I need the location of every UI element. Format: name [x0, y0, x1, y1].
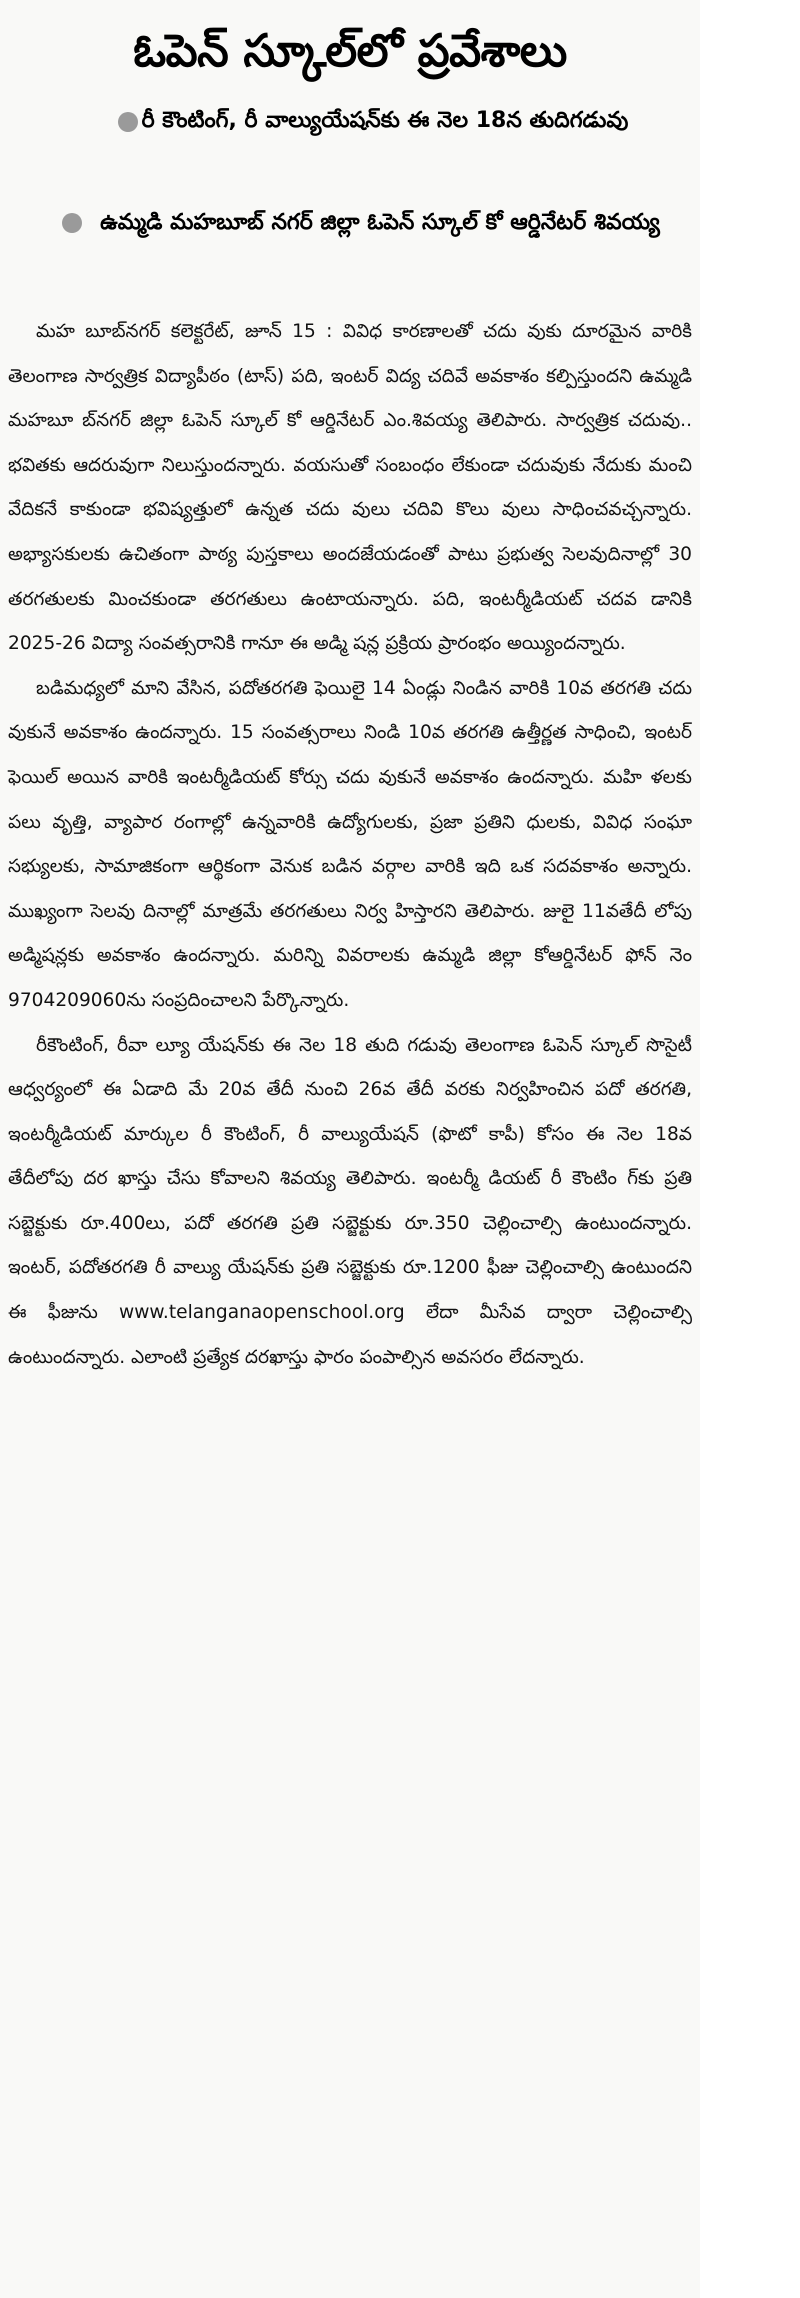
subheadline-text: రీ కౌంటింగ్, రీ వాల్యుయేషన్‌కు ఈ నెల 18న తుదిగడువు: [141, 108, 629, 133]
article-body: [0, 310, 700, 1380]
headline: ఓపెన్ స్కూల్‌లో ప్రవేశాలు: [133, 24, 567, 77]
subheadline-text: ఉమ్మడి మహబూబ్ నగర్ జిల్లా ఓపెన్ స్కూల్ కో ఆర్డినేటర్ శివయ్య: [100, 210, 660, 235]
subheadline-coordinator: [0, 200, 700, 310]
bullet-icon: [118, 112, 138, 132]
article-paragraph: రీకౌంటింగ్, రీవా ల్యూ యేషన్‌కు ఈ నెల 18 తుది గడువు తెలంగాణ ఓపెన్ స్కూల్ సొసైటీ ఆధ్వర్యంలో ఈ ఏడాది మే 20వ తేదీ నుంచి 26వ తేదీ వరకు నిర్వహించిన పదో తరగతి, ఇంటర్మీడియట్ మార్కుల రీ కౌంటింగ్, రీ వాల్యుయేషన్ (ఫొటో కాపీ) కోసం ఈ నెల 18వ తేదీలోపు దర ఖాస్తు చేసు కోవాలని శివయ్య తెలిపారు. ఇంటర్మీ డియట్ రీ కౌంటిం గ్‌కు ప్రతి సబ్జెక్టుకు రూ.400లు, పదో తరగతి ప్రతి సబ్జెక్టుకు రూ.350 చెల్లించాల్సి ఉంటుందన్నారు. ఇంటర్, పదోతరగతి రీ వాల్యు యేషన్‌కు ప్రతి సబ్జెక్టుకు రూ.1200 ఫీజు చెల్లించాల్సి ఉంటుందని ఈ ఫీజును www.telanganaopenschool.org లేదా మీసేవ ద్వారా చెల్లించాల్సి ఉంటుందన్నారు. ఎలాంటి ప్రత్యేక దరఖాస్తు ఫారం పంపాల్సిన అవసరం లేదన్నారు.: [8, 1034, 692, 1368]
article-paragraph: మహ బూబ్‌నగర్ కలెక్టరేట్, జూన్ 15 : వివిధ కారణాలతో చదు వుకు దూరమైన వారికి తెలంగాణ సార్వత్రిక విద్యాపీఠం (టాస్) పది, ఇంటర్ విద్య చదివే అవకాశం కల్పిస్తుందని ఉమ్మడి మహబూ బ్‌నగర్ జిల్లా ఓపెన్ స్కూల్ కో ఆర్డినేటర్ ఎం.శివయ్య తెలిపారు. సార్వత్రిక చదువు.. భవితకు ఆదరువుగా నిలుస్తుందన్నారు. వయసుతో సంబంధం లేకుండా చదువుకు నేదుకు మంచి వేదికనే కాకుండా భవిష్యత్తులో ఉన్నత చదు వులు చదివి కొలు వులు సాధించవచ్చన్నారు. అభ్యాసకులకు ఉచితంగా పాఠ్య పుస్తకాలు అందజేయడంతో పాటు ప్రభుత్వ సెలవుదినాల్లో 30 తరగతులకు మించకుండా తరగతులు ఉంటాయన్నారు. పది, ఇంటర్మీడియట్ చదవ డానికి 2025-26 విద్యా సంవత్సరానికి గానూ ఈ అడ్మి షన్ల ప్రక్రియ ప్రారంభం అయ్యిందన్నారు.: [8, 321, 692, 655]
article-paragraph: బడిమధ్యలో మాని వేసిన, పదోతరగతి ఫెయిలై 14 ఏండ్లు నిండిన వారికి 10వ తరగతి చదు వుకునే అవకాశం ఉందన్నారు. 15 సంవత్సరాలు నిండి 10వ తరగతి ఉత్తీర్ణత సాధించి, ఇంటర్ ఫెయిల్ అయిన వారికి ఇంటర్మీడియట్ కోర్సు చదు వుకునే అవకాశం ఉందన్నారు. మహి ళలకు పలు వృత్తి, వ్యాపార రంగాల్లో ఉన్నవారికి ఉద్యోగులకు, ప్రజా ప్రతిని ధులకు, వివిధ సంఘా సభ్యులకు, సామాజికంగా ఆర్థికంగా వెనుక బడిన వర్గాల వారికి ఇది ఒక సదవకాశం అన్నారు. ముఖ్యంగా సెలవు దినాల్లో మాత్రమే తరగతులు నిర్వ హిస్తారని తెలిపారు. జులై 11వతేదీ లోపు అడ్మిషన్లకు అవకాశం ఉందన్నారు. మరిన్ని వివరాలకు ఉమ్మడి జిల్లా కోఆర్డినేటర్ ఫోన్ నెం 9704209060ను సంప్రదించాలని పేర్కొన్నారు.: [8, 677, 692, 1011]
bullet-icon: [62, 213, 82, 233]
subheadline-recounting-deadline: [0, 98, 700, 200]
